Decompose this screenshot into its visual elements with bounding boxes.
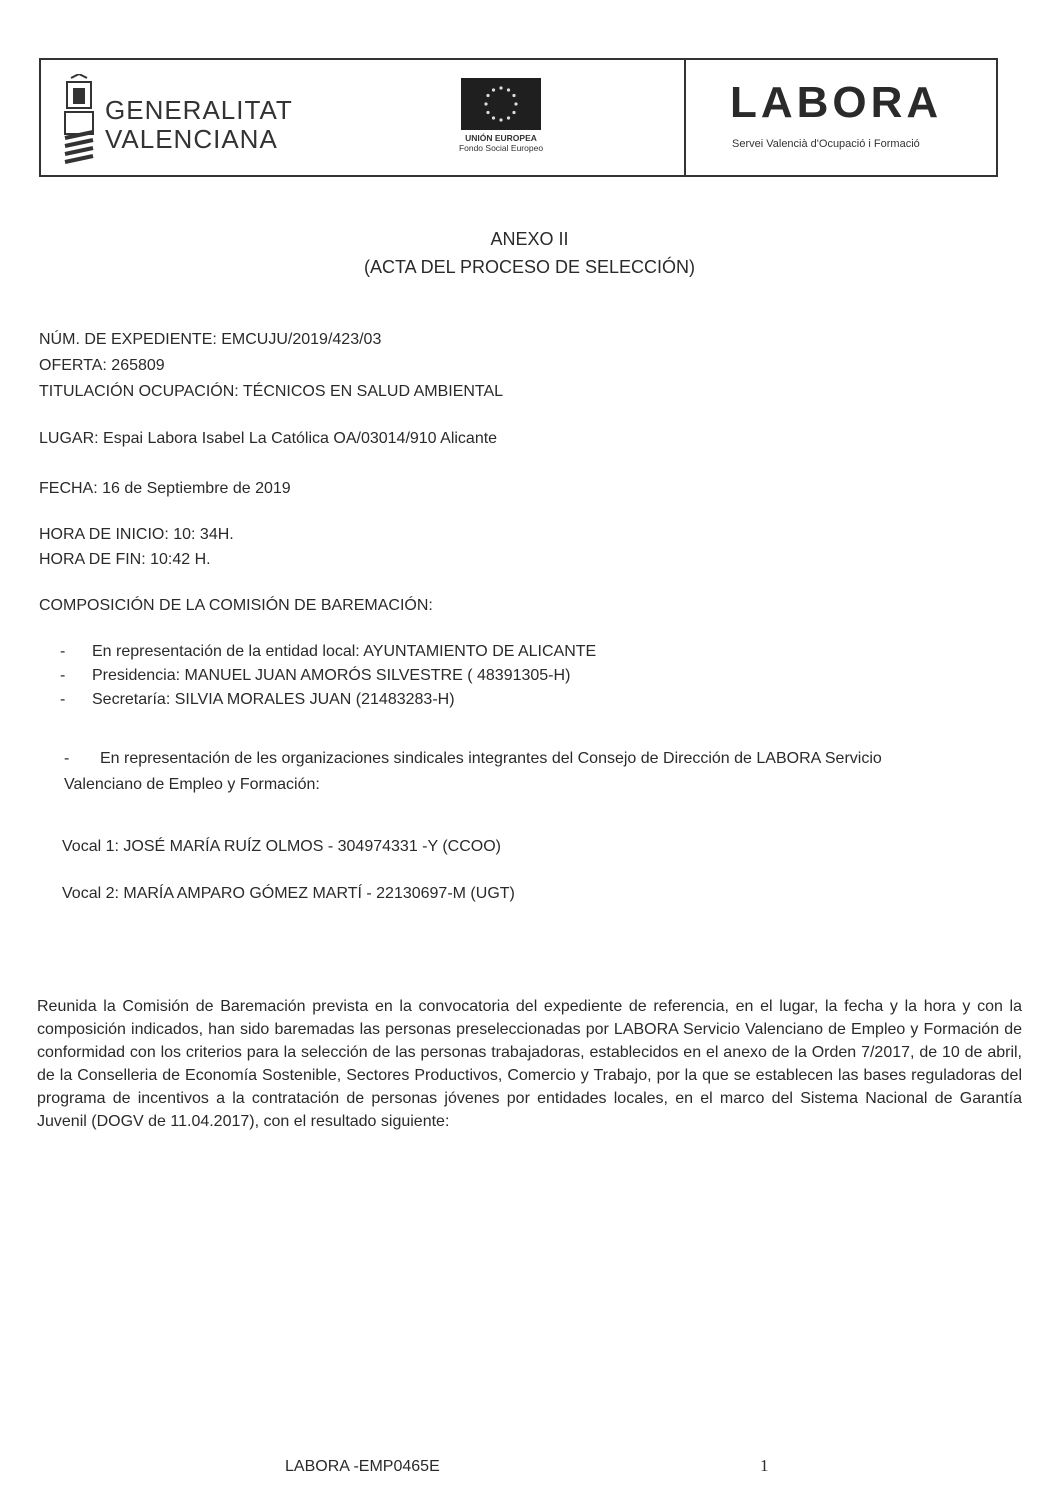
sindicales-text: En representación de les organizaciones sindicales integrantes del Consejo de Dirección de LABORA Servicio: [100, 750, 882, 767]
oferta-field: OFERTA: 265809: [39, 357, 165, 374]
expediente-field: NÚM. DE EXPEDIENTE: EMCUJU/2019/423/03: [39, 331, 382, 348]
fecha-field: FECHA: 16 de Septiembre de 2019: [39, 480, 291, 497]
document-subtitle: (ACTA DEL PROCESO DE SELECCIÓN): [363, 257, 696, 277]
bullet-dash: -: [64, 750, 70, 767]
labora-subtitle: Servei Valencià d'Ocupació i Formació: [732, 138, 920, 150]
hora-inicio-field: HORA DE INICIO: 10: 34H.: [39, 526, 234, 543]
list-item: [60, 691, 455, 709]
footer-code: LABORA -EMP0465E: [285, 1458, 440, 1475]
gv-line2: VALENCIANA: [105, 124, 278, 154]
lugar-field: LUGAR: Espai Labora Isabel La Católica OA/03014/910 Alicante: [39, 430, 498, 447]
document-title: ANEXO II: [490, 229, 569, 249]
eu-name: UNIÓN EUROPEA: [465, 133, 537, 143]
eu-flag-icon: [461, 78, 541, 130]
sindicales-line1: [64, 750, 882, 768]
labora-logo: [684, 60, 998, 175]
eu-subtitle: Fondo Social Europeo: [458, 143, 544, 153]
titulacion-field: TITULACIÓN OCUPACIÓN: TÉCNICOS EN SALUD AMBIENTAL: [39, 383, 504, 400]
list-item: [60, 643, 596, 661]
sindicales-line2: Valenciano de Empleo y Formación:: [64, 776, 320, 793]
eu-logo: [441, 78, 561, 168]
generalitat-logo: [53, 70, 333, 170]
resultado-paragraph: Reunida la Comisión de Baremación prevista en la convocatoria del expediente de referencia, en el lugar, la fecha y la hora y con la composición indicados, han sido baremadas las personas preseleccionadas por LABORA Servicio Valenciano de Empleo y Formación de conformidad con los criterios para la selección de las personas trabajadoras, establecidos en el anexo de la Orden 7/2017, de 10 de abril, de la Conselleria de Economía Sostenible, Sectores Productivos, Comercio y Trabajo, por la que se establecen las bases reguladoras del programa de incentivos a la contratación de personas jóvenes por entidades locales, en el marco del Sistema Nacional de Garantía Juvenil (DOGV de 11.04.2017), con el resultado siguiente:: [37, 998, 1022, 1130]
gv-line1: GENERALITAT: [105, 95, 293, 125]
list-item-text: Presidencia: MANUEL JUAN AMORÓS SILVESTRE ( 48391305-H): [92, 667, 571, 684]
list-item-text: Secretaría: SILVIA MORALES JUAN (21483283-H): [92, 691, 455, 708]
vocal-1: Vocal 1: JOSÉ MARÍA RUÍZ OLMOS - 304974331 -Y (CCOO): [62, 838, 501, 855]
vocal-2: Vocal 2: MARÍA AMPARO GÓMEZ MARTÍ - 22130697-M (UGT): [62, 885, 515, 902]
generalitat-emblem-icon: [59, 74, 99, 170]
list-item: [60, 667, 570, 685]
bullet-dash: -: [60, 691, 66, 708]
bullet-dash: -: [60, 667, 66, 684]
composicion-heading: COMPOSICIÓN DE LA COMISIÓN DE BAREMACIÓN:: [39, 597, 433, 614]
page-number: 1: [760, 1456, 769, 1475]
labora-name: LABORA: [730, 78, 943, 127]
list-item-text: En representación de la entidad local: AYUNTAMIENTO DE ALICANTE: [92, 643, 597, 660]
header-logos: [39, 58, 998, 177]
bullet-dash: -: [60, 643, 66, 660]
hora-fin-field: HORA DE FIN: 10:42 H.: [39, 551, 211, 568]
